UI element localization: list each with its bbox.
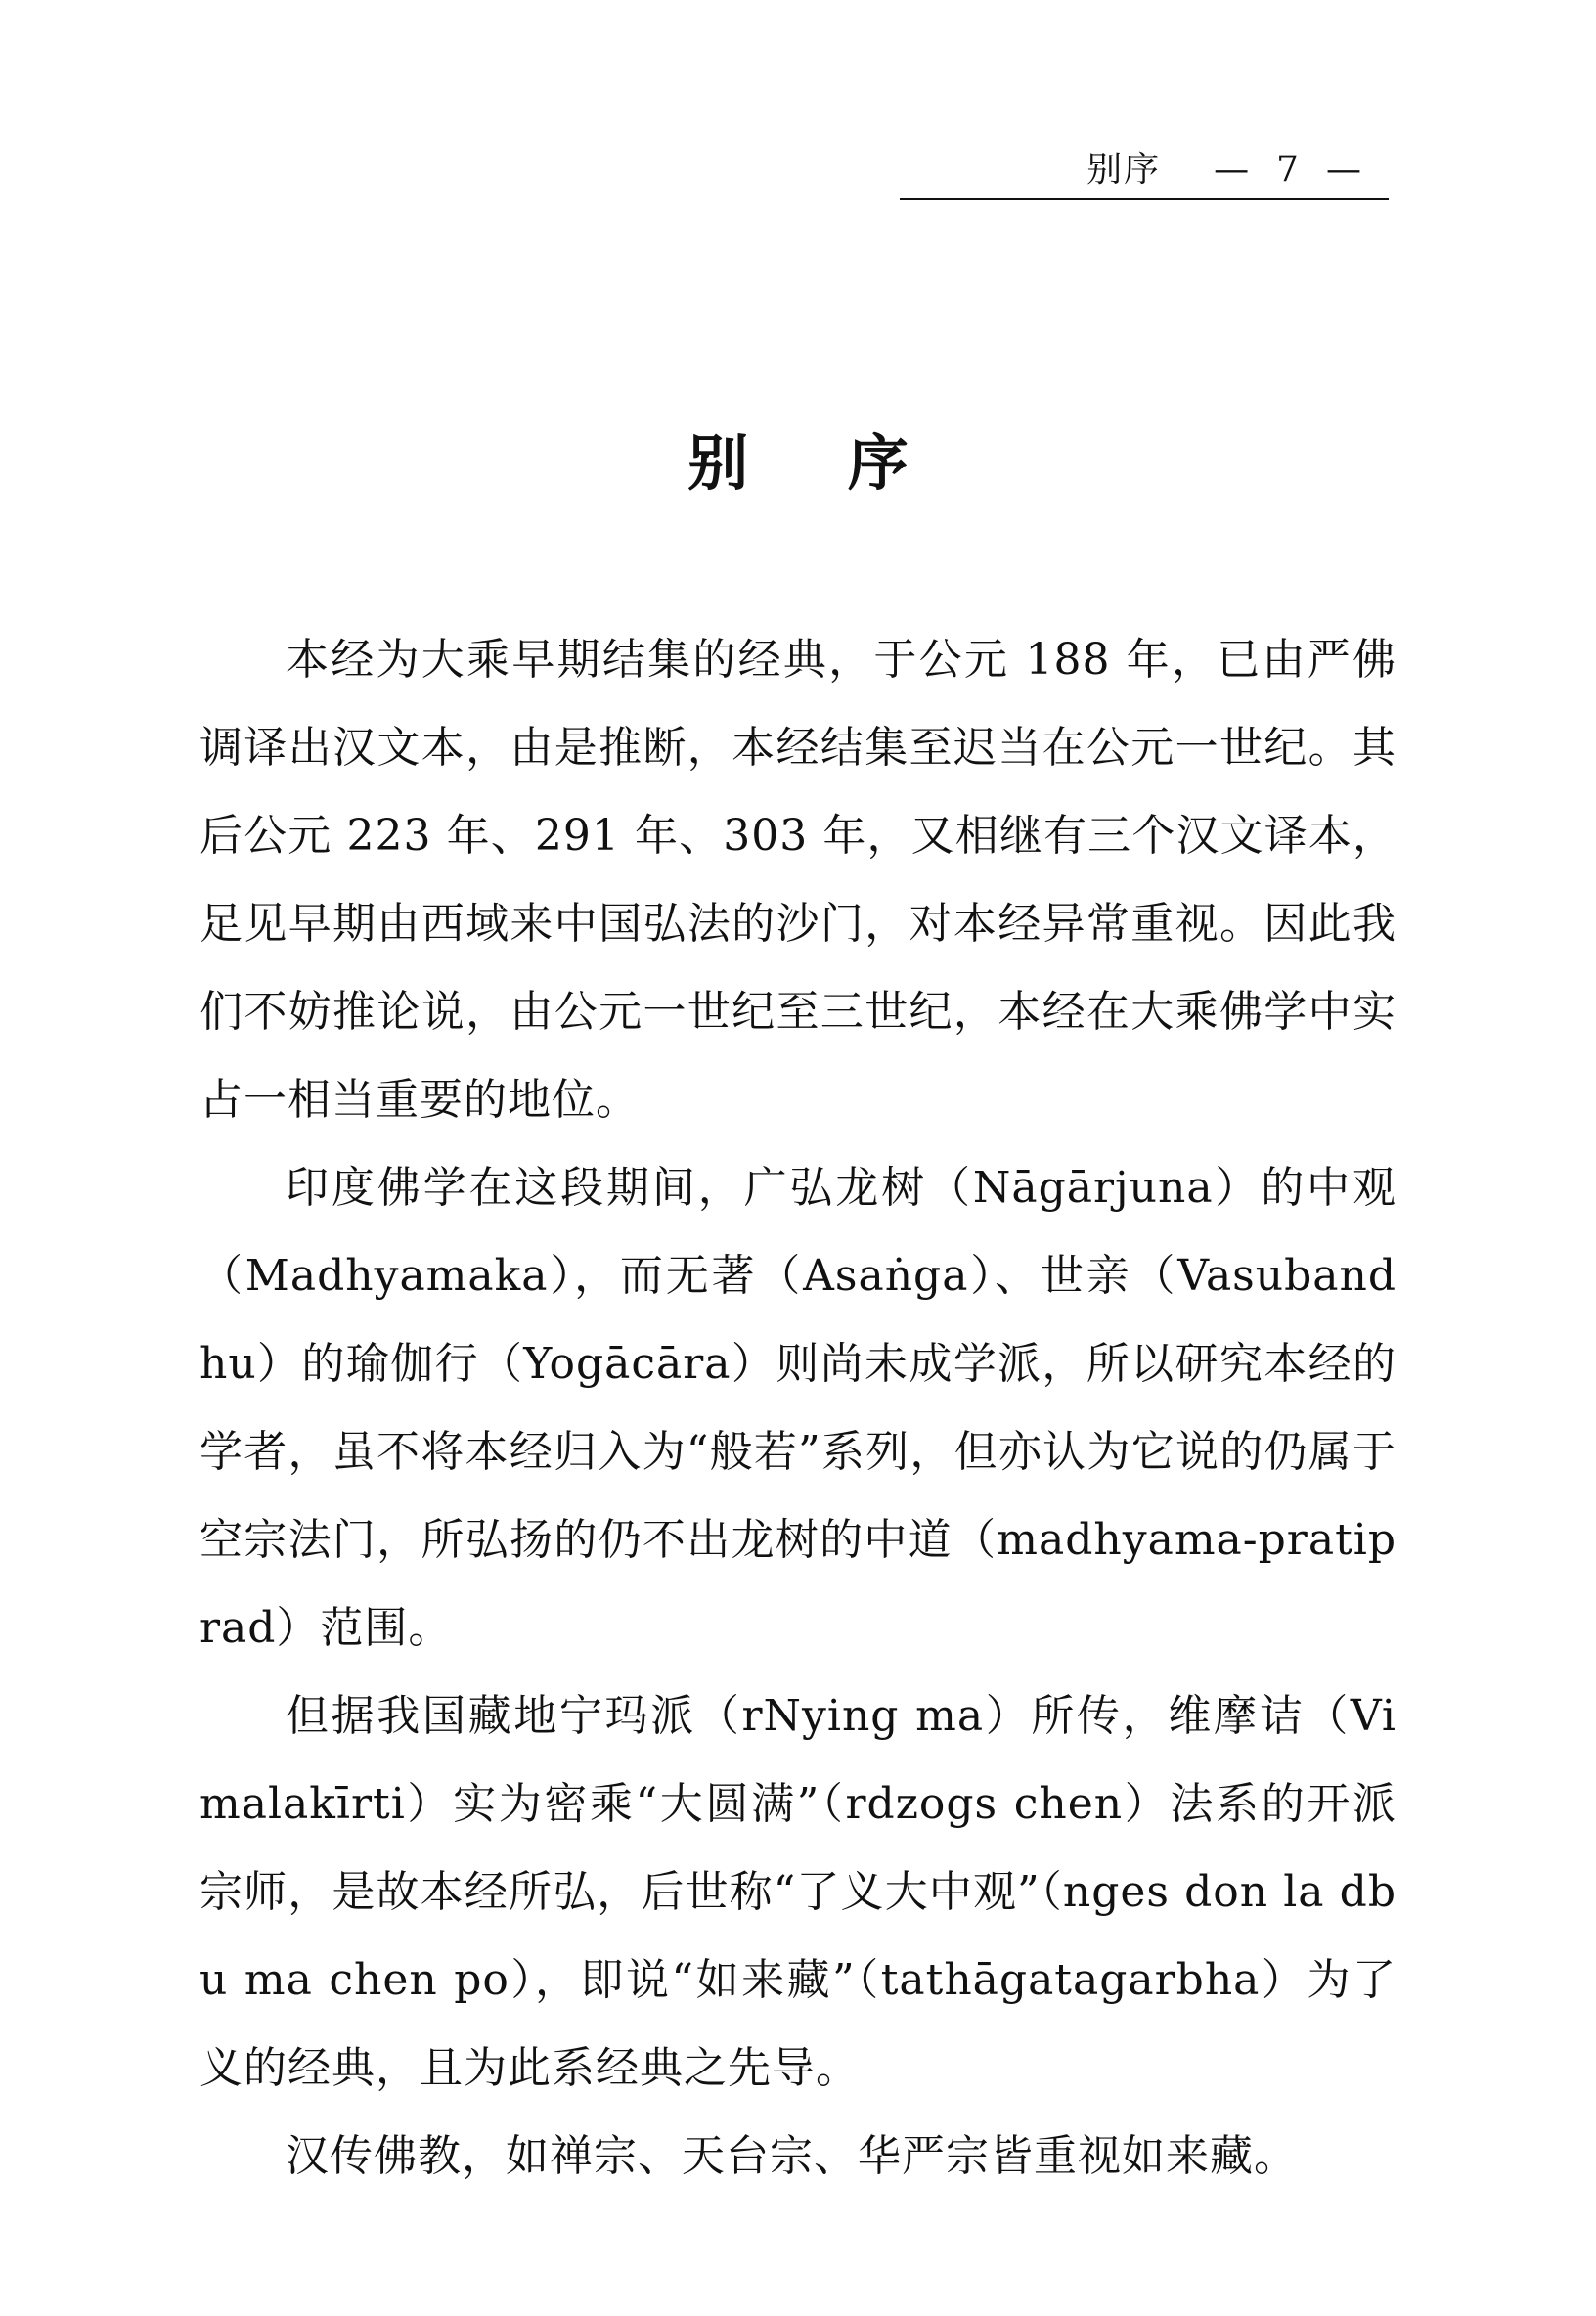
- running-header-title: 别序: [1086, 150, 1162, 190]
- paragraph-4: 汉传佛教，如禅宗、天台宗、华严宗皆重视如来藏。: [286, 2131, 1298, 2181]
- chapter-title: 别 序: [687, 426, 948, 499]
- paragraph-3: 但据我国藏地宁玛派（rNying ma）所传，维摩诘（Vimalakīrti）实为密乘“大圆满”（rdzogs chen）法系的开派宗师，是故本经所弘，后世称“了义大中观”（nges don la dbu ma chen po），即说“如来藏”（tathāgatagarbha）为了义的经典，且为此系经典之先导。: [200, 1691, 1396, 2093]
- page-number: 7: [1276, 150, 1301, 190]
- paragraph-2: 印度佛学在这段期间，广弘龙树（Nāgārjuna）的中观（Madhyamaka），而无著（Asaṅga）、世亲（Vasubandhu）的瑜伽行（Yogācāra）则尚未成学派，所以研究本经的学者，虽不将本经归入为“般若”系列，但亦认为它说的仍属于空宗法门，所弘扬的仍不出龙树的中道（madhyama-pratiprad）范围。: [200, 1163, 1396, 1653]
- running-header-dash-left: —: [1214, 150, 1252, 190]
- body-text: [200, 616, 1396, 2201]
- running-header: [900, 147, 1389, 200]
- running-header-dash-right: —: [1326, 150, 1363, 190]
- paragraph-1: 本经为大乘早期结集的经典，于公元 188 年，已由严佛调译出汉文本，由是推断，本经结集至迟当在公元一世纪。其后公元 223 年、291 年、303 年，又相继有三个汉文译本，足见早期由西域来中国弘法的沙门，对本经异常重视。因此我们不妨推论说，由公元一世纪至三世纪，本经在大乘佛学中实占一相当重要的地位。: [200, 635, 1396, 1125]
